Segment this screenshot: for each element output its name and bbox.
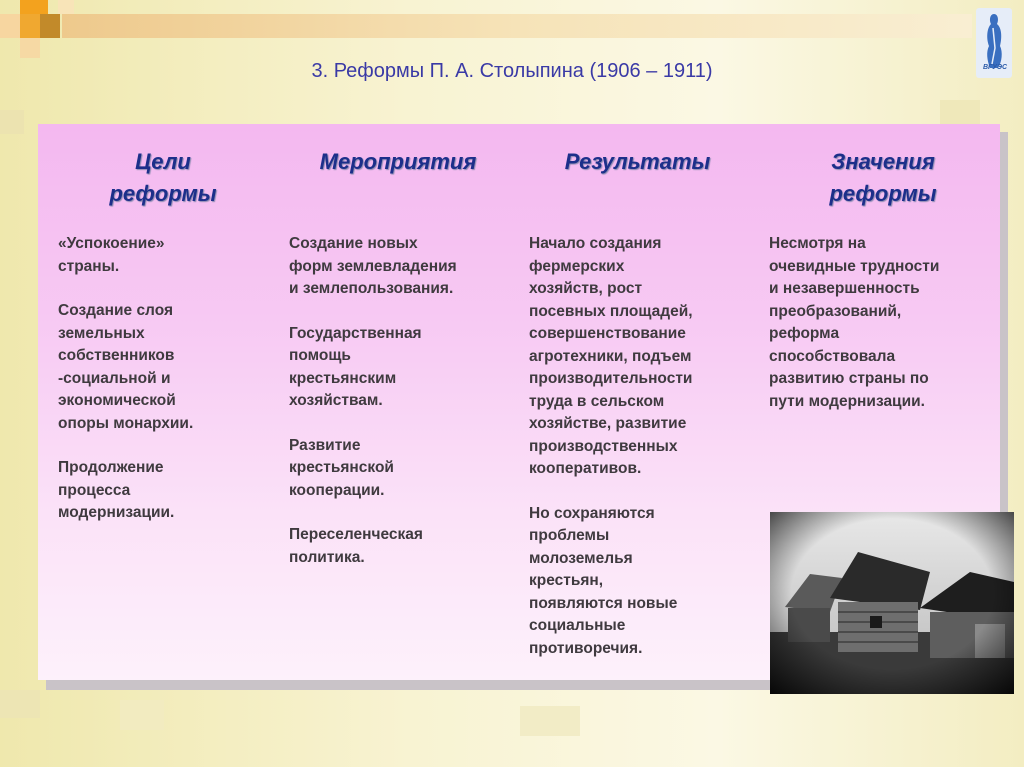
heading-goals — [58, 146, 268, 210]
list-item: Но сохраняются проблемы молоземелья крестьян, появляются новые социальные противоречия. — [529, 504, 678, 657]
list-item: Развитие крестьянской кооперации. — [289, 436, 394, 499]
results-list — [529, 233, 759, 682]
heading-line: реформы — [829, 181, 937, 206]
significance-list — [769, 233, 1001, 435]
decor-tile — [20, 14, 40, 38]
decor-tile — [0, 110, 24, 134]
list-item: Государственная помощь крестьянским хозяйствам. — [289, 324, 422, 409]
heading-measures — [283, 146, 513, 178]
decor-tile — [40, 14, 60, 38]
decor-tile — [58, 0, 74, 14]
village-huts-photo — [770, 512, 1014, 694]
heading-line: Цели — [135, 149, 191, 174]
heading-results — [520, 146, 755, 178]
decor-tile — [940, 100, 980, 124]
list-item: Продолжение процесса модернизации. — [58, 459, 175, 521]
goals-list — [58, 233, 268, 547]
slide-title: 3. Реформы П. А. Столыпина (1906 – 1911) — [311, 60, 713, 82]
logo-caption: ВГУЭС — [982, 64, 1008, 71]
heading-significance — [768, 146, 998, 210]
heading-line: Результаты — [564, 149, 711, 174]
decor-tile — [0, 690, 40, 718]
heading-line: Значения — [831, 149, 935, 174]
list-item: Создание новых форм землевладения и землепользования. — [289, 235, 457, 297]
list-item: «Успокоение» страны. — [58, 235, 165, 275]
heading-line: реформы — [109, 181, 217, 206]
list-item: Создание слоя земельных собственников -социальной и экономической опоры монархии. — [58, 302, 194, 432]
list-item: Начало создания фермерских хозяйств, рост посевных площадей, совершенствование агротехники, подъем производительности труда в сельском хозяйстве, развитие производственных кооперативов. — [529, 235, 693, 477]
decor-tile — [120, 700, 164, 730]
decor-tile — [0, 14, 20, 38]
decor-tile — [520, 706, 580, 736]
list-item: Переселенческая политика. — [289, 526, 423, 566]
heading-line: Мероприятия — [319, 149, 477, 174]
list-item: Несмотря на очевидные трудности и незавершенность преобразований, реформа способствовала развитию страны по пути модернизации. — [769, 235, 940, 410]
decor-tile — [20, 38, 40, 58]
decor-tile — [20, 0, 48, 14]
measures-list — [289, 233, 514, 591]
header-bar — [62, 14, 972, 38]
